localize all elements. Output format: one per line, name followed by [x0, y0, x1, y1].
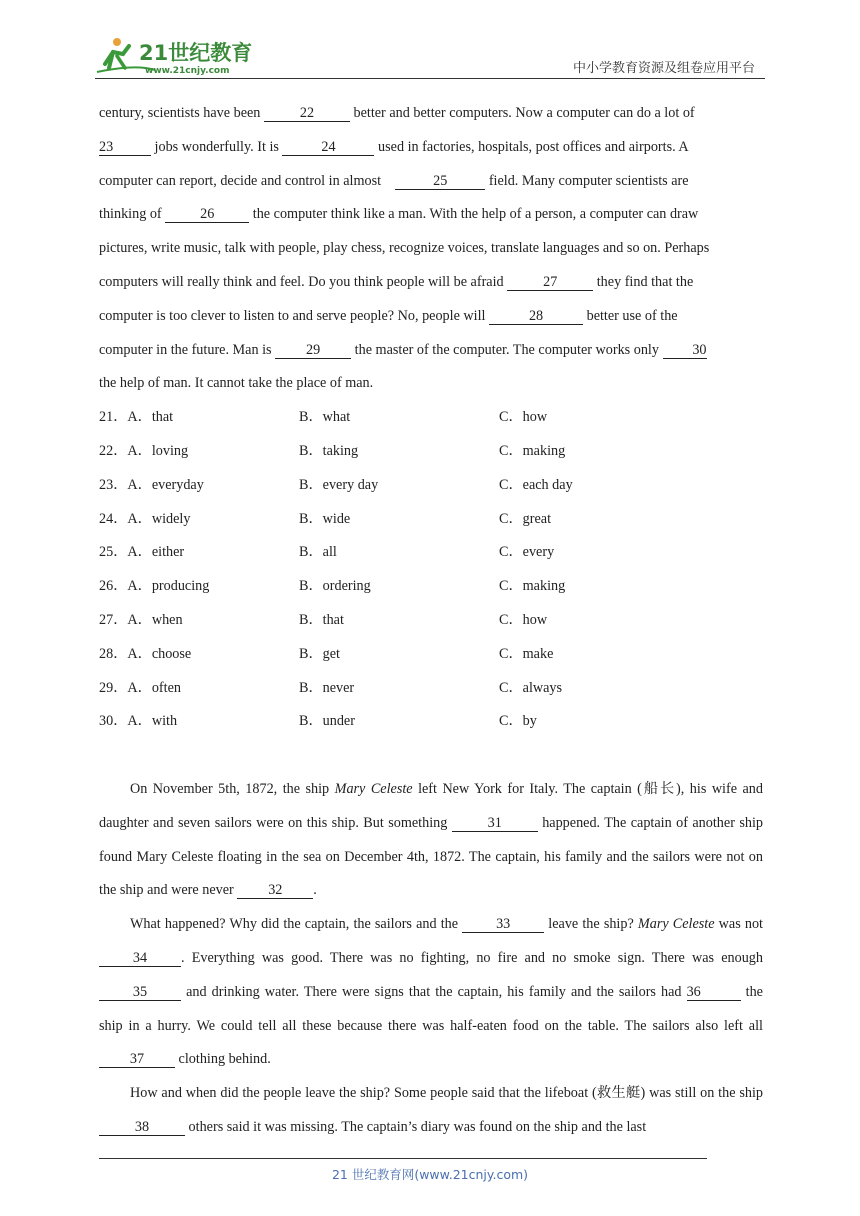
blank-23: 23	[99, 140, 151, 156]
blank-25: 25	[395, 174, 485, 190]
blank-26: 26	[165, 207, 249, 223]
site-logo	[95, 34, 265, 76]
question-25: 25．A．either B．all C．every	[99, 544, 555, 561]
passage-2-paragraph-3: How and when did the people leave the ship? Some people said that the lifeboat (救生艇) was still on the ship 38 others said it was missing. The captain’s diary was found on the ship and the last	[99, 1077, 763, 1145]
question-30: 30．A．with B．under C．by	[99, 713, 537, 730]
passage-2-paragraph-2: What happened? Why did the captain, the sailors and the 33 leave the ship? Mary Celeste was not 34 . Everything was good. There was no fighting, no fire and no smoke sign. There was enough 35 and drinking water. There were signs that the captain, his family and the sailors had 36 the ship in a hurry. We could tell all these because there was half-eaten food on the table. The sailors also left all 37 clothing behind.	[99, 916, 763, 1068]
blank-31: 31	[452, 816, 538, 832]
ship-name: Mary Celeste	[334, 780, 413, 797]
blank-24: 24	[282, 140, 374, 156]
page-footer: 21 世纪教育网(www.21cnjy.com)	[331, 1167, 529, 1182]
question-26: 26．A．producing B．ordering C．making	[99, 578, 566, 595]
question-23: 23．A．everyday B．every day C．each day	[99, 476, 573, 493]
svg-text:21世纪教育: 21世纪教育	[139, 41, 253, 65]
question-options	[99, 401, 763, 739]
blank-30: 30	[663, 343, 707, 359]
footer-divider	[99, 1158, 707, 1159]
blank-38: 38	[99, 1120, 185, 1136]
svg-text:www.21cnjy.com: www.21cnjy.com	[145, 66, 230, 76]
question-27: 27．A．when B．that C．how	[99, 611, 548, 628]
passage-1: century, scientists have been 22 better and better computers. Now a computer can do a lot of 23 jobs wonderfully. It is 24 used in factories, hospitals, post offices and airports. A computer can report, decide and control in almost 25 field. Many computer scientists are thinking of 26 the computer think like a man. With the help of a person, a computer can draw pictures, write music, talk with people, play chess, recognize voices, translate languages and so on. Perhaps computers will really think and feel. Do you think people will be afraid 27 they find that the computer is too clever to listen to and serve people? No, people will 28 better use of the computer in the future. Man is 29 the master of the computer. The computer works only 30 the help of man. It cannot take the place of man.	[99, 105, 710, 392]
question-29: 29．A．often B．never C．always	[99, 679, 563, 696]
blank-27: 27	[507, 275, 593, 291]
question-28: 28．A．choose B．get C．make	[99, 645, 554, 662]
blank-34: 34	[99, 951, 181, 967]
passage-2-paragraph-1: On November 5th, 1872, the ship Mary Celeste left New York for Italy. The captain (船长), his wife and daughter and seven sailors were on this ship. But something 31 happened. The captain of another ship found Mary Celeste floating in the sea on December 4th, 1872. The captain, his family and the sailors were not on the ship and were never 32 .	[99, 780, 763, 899]
header-platform-text: 中小学教育资源及组卷应用平台	[572, 61, 755, 76]
blank-33: 33	[462, 917, 544, 933]
question-21: 21．A．that B．what C．how	[99, 409, 548, 426]
blank-22: 22	[264, 106, 350, 122]
blank-37: 37	[99, 1052, 175, 1068]
question-22: 22．A．loving B．taking C．making	[99, 442, 566, 459]
blank-35: 35	[99, 985, 181, 1001]
question-24: 24．A．widely B．wide C．great	[99, 510, 552, 527]
blank-32: 32	[237, 883, 313, 899]
blank-28: 28	[489, 309, 583, 325]
page-content	[99, 97, 763, 1145]
blank-29: 29	[275, 343, 351, 359]
blank-36: 36	[687, 985, 741, 1001]
page-header	[95, 30, 765, 79]
